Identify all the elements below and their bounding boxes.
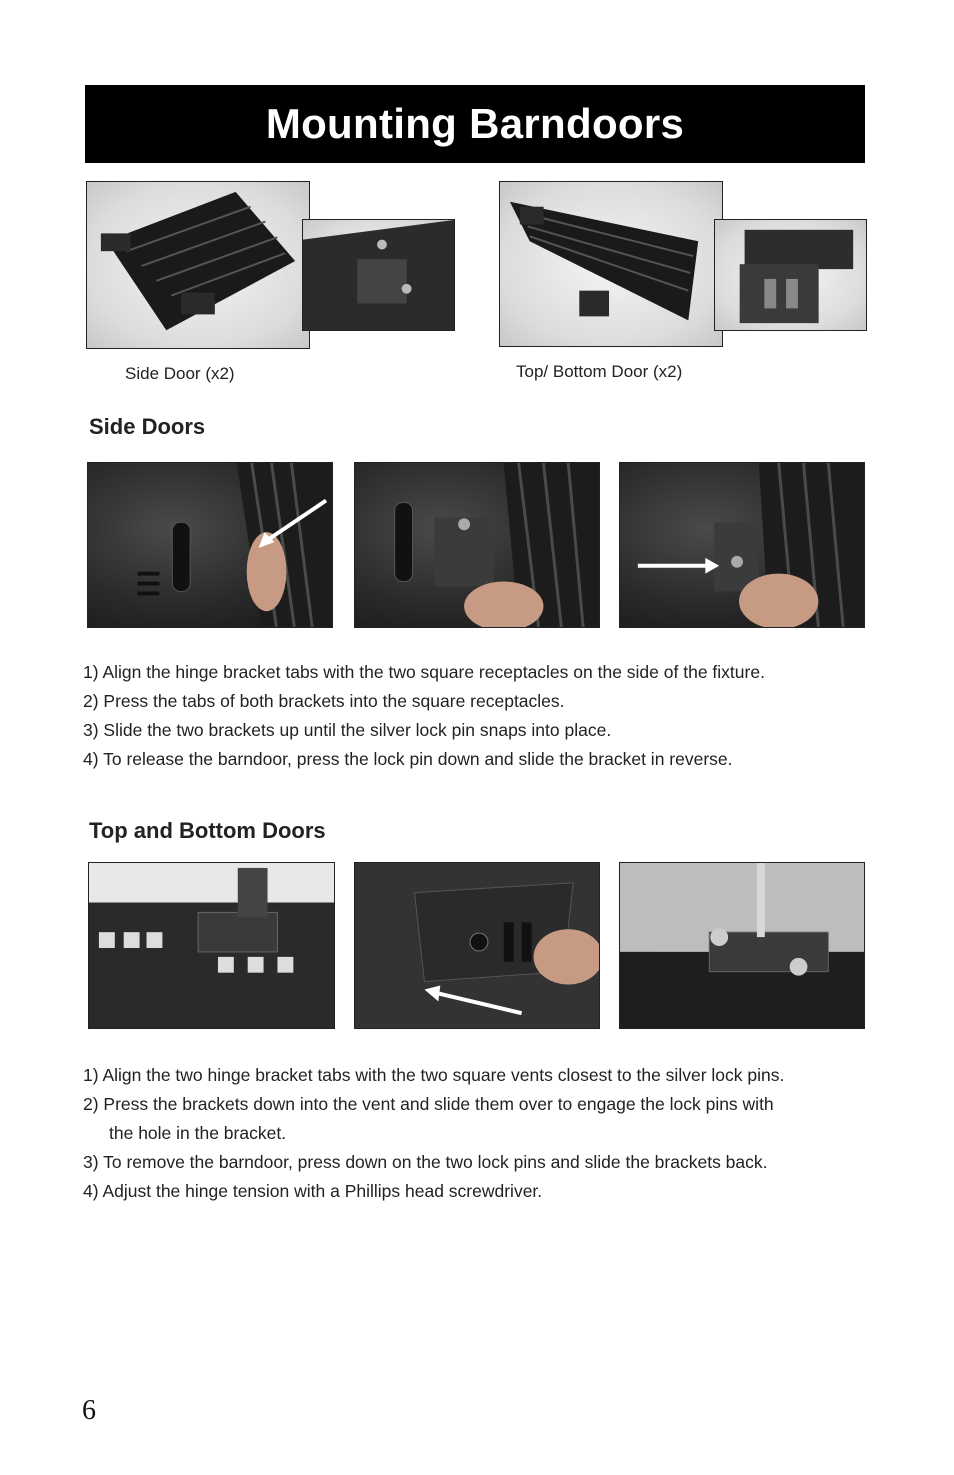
top-bottom-step1-photo	[88, 862, 335, 1029]
top-bottom-door-caption: Top/ Bottom Door (x2)	[516, 362, 683, 381]
side-door-hinge-closeup	[302, 219, 455, 331]
top-bottom-door-photo	[499, 181, 723, 347]
top-bottom-hinge-closeup	[714, 219, 867, 331]
tb-step-2-continued	[83, 1119, 784, 1148]
side-step-1: 1) Align the hinge bracket tabs with the two square receptacles on the side of the fixture.	[83, 662, 765, 682]
tb-step-1: 1) Align the two hinge bracket tabs with the two square vents closest to the silver lock pins.	[83, 1065, 785, 1085]
side-door-photo	[86, 181, 310, 349]
side-step-3: 3) Slide the two brackets up until the silver lock pin snaps into place.	[83, 720, 612, 740]
side-doors-step2-photo	[354, 462, 600, 628]
side-doors-steps	[83, 658, 765, 774]
tb-step-4: 4) Adjust the hinge tension with a Phillips head screwdriver.	[83, 1181, 543, 1201]
tb-step-3: 3) To remove the barndoor, press down on the two lock pins and slide the brackets back.	[83, 1152, 768, 1172]
top-bottom-doors-heading: Top and Bottom Doors	[89, 818, 326, 843]
tb-step-2: 2) Press the brackets down into the vent and slide them over to engage the lock pins with	[83, 1094, 774, 1114]
tb-step-2-continuation: the hole in the bracket.	[109, 1123, 287, 1143]
side-doors-heading: Side Doors	[89, 414, 206, 439]
top-bottom-steps	[83, 1061, 784, 1206]
side-step-2: 2) Press the tabs of both brackets into the square receptacles.	[83, 691, 565, 711]
page-title: Mounting Barndoors	[265, 100, 685, 147]
top-bottom-step2-photo	[354, 862, 600, 1029]
title-bar	[85, 85, 865, 163]
page-number: 6	[82, 1395, 96, 1426]
side-doors-step1-photo	[87, 462, 333, 628]
side-door-caption: Side Door (x2)	[125, 364, 235, 383]
side-doors-step3-photo	[619, 462, 865, 628]
top-bottom-step3-photo	[619, 862, 865, 1029]
side-step-4: 4) To release the barndoor, press the lock pin down and slide the bracket in reverse.	[83, 749, 733, 769]
